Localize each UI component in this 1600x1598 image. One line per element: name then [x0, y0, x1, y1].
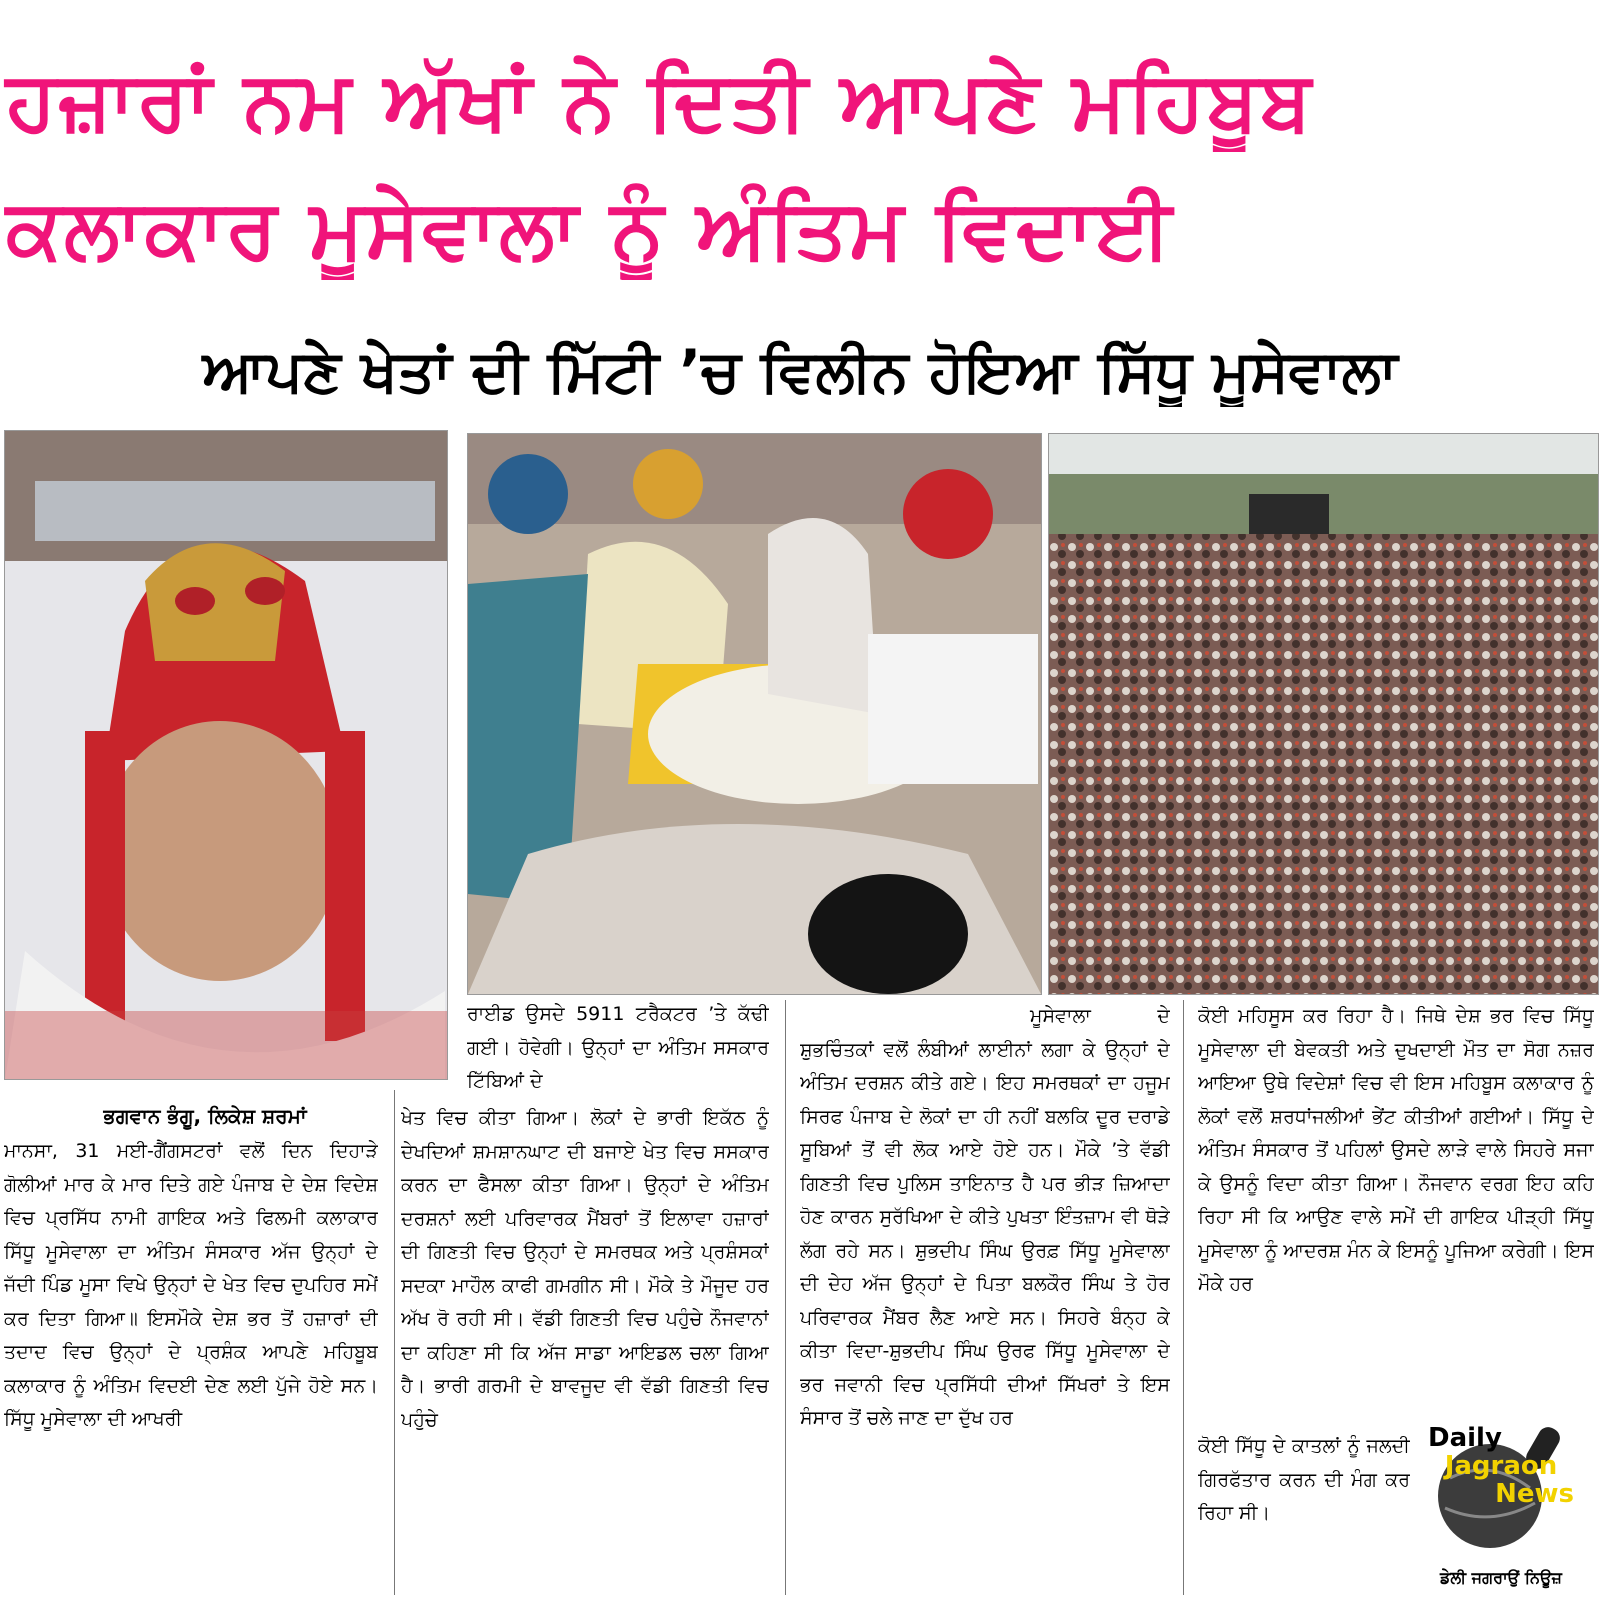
- article-text: ਮੂਸੇਵਾਲਾ ਦੇ ਸ਼ੁਭਚਿੰਤਕਾਂ ਵਲੋਂ ਲੰਬੀਆਂ ਲਾਈਨਾਂ ਲਗਾ ਕੇ ਉਨ੍ਹਾਂ ਦੇ ਅੰਤਿਮ ਦਰਸ਼ਨ ਕੀਤੇ ਗਏ। ਇਹ ਸਮਰਥਕਾਂ ਦਾ ਹਜੂਮ ਸਿਰਫ ਪੰਜਾਬ ਦੇ ਲੋਕਾਂ ਦਾ ਹੀ ਨਹੀਂ ਬਲਕਿ ਦੂਰ ਦਰਾਡੇ ਸੂਬਿਆਂ ਤੋਂ ਵੀ ਲੋਕ ਆਏ ਹੋਏ ਹਨ। ਮੌਕੇ ’ਤੇ ਵੱਡੀ ਗਿਣਤੀ ਵਿਚ ਪੁਲਿਸ ਤਾਇਨਾਤ ਹੈ ਪਰ ਭੀੜ ਜ਼ਿਆਦਾ ਹੋਣ ਕਾਰਨ ਸੁਰੱਖਿਆ ਦੇ ਕੀਤੇ ਪੁਖਤਾ ਇੰਤਜ਼ਾਮ ਵੀ ਥੋੜੇ ਲੱਗ ਰਹੇ ਸਨ। ਸ਼ੁਭਦੀਪ ਸਿੰਘ ਉਰਫ਼ ਸਿੱਧੂ ਮੂਸੇਵਾਲਾ ਦੀ ਦੇਹ ਅੱਜ ਉਨ੍ਹਾਂ ਦੇ ਪਿਤਾ ਬਲਕੌਰ ਸਿੰਘ ਤੇ ਹੋਰ ਪਰਿਵਾਰਕ ਮੈਂਬਰ ਲੈਣ ਆਏ ਸਨ। ਸਿਹਰੇ ਬੰਨ੍ਹ ਕੇ ਕੀਤਾ ਵਿਦਾ-ਸ਼ੁਭਦੀਪ ਸਿੰਘ ਉਰਫ ਸਿੱਧੂ ਮੂਸੇਵਾਲਾ ਦੇ ਭਰ ਜਵਾਨੀ ਵਿਚ ਪ੍ਰਸਿੱਧੀ ਦੀਆਂ ਸਿੱਖਰਾਂ ਤੇ ਇਸ ਸੰਸਾਰ ਤੋਂ ਚਲੇ ਜਾਣ ਦਾ ਦੁੱਖ ਹਰ: [800, 1005, 1170, 1429]
- portrait-photo: [4, 430, 448, 1080]
- crowd-photo: [1048, 433, 1599, 995]
- article-text: ਕੋਈ ਮਹਿਸੂਸ ਕਰ ਰਿਹਾ ਹੈ। ਜਿਥੇ ਦੇਸ਼ ਭਰ ਵਿਚ ਸਿੱਧੂ ਮੂਸੇਵਾਲਾ ਦੀ ਬੇਵਕਤੀ ਅਤੇ ਦੁਖਦਾਈ ਮੌਤ ਦਾ ਸੋਗ ਨਜ਼ਰ ਆਇਆ ਉਥੇ ਵਿਦੇਸ਼ਾਂ ਵਿਚ ਵੀ ਇਸ ਮਹਿਬੂਸ ਕਲਾਕਾਰ ਨੂੰ ਲੋਕਾਂ ਵਲੋਂ ਸ਼ਰਧਾਂਜਲੀਆਂ ਭੇਂਟ ਕੀਤੀਆਂ ਗਈਆਂ। ਸਿੱਧੂ ਦੇ ਅੰਤਿਮ ਸੰਸਕਾਰ ਤੋਂ ਪਹਿਲਾਂ ਉਸਦੇ ਲਾੜੇ ਵਾਲੇ ਸਿਹਰੇ ਸਜਾ ਕੇ ਉਸਨੂੰ ਵਿਦਾ ਕੀਤਾ ਗਿਆ। ਨੌਜਵਾਨ ਵਰਗ ਇਹ ਕਹਿ ਰਿਹਾ ਸੀ ਕਿ ਆਉਣ ਵਾਲੇ ਸਮੇਂ ਦੀ ਗਾਇਕ ਪੀੜ੍ਹੀ ਸਿੱਧੂ ਮੂਸੇਵਾਲਾ ਨੂੰ ਆਦਰਸ਼ ਮੰਨ ਕੇ ਇਸਨੂੰ ਪੂਜਿਆ ਕਰੇਗੀ। ਇਸ ਮੌਕੇ ਹਰ: [1198, 1005, 1594, 1295]
- article-column-2: [401, 1102, 769, 1595]
- article-column-4: [1198, 1000, 1594, 1420]
- article-column-1: [4, 1135, 378, 1595]
- article-column-3: [800, 1000, 1170, 1595]
- article-text: ਮਾਨਸਾ, 31 ਮਈ-ਗੈਂਗਸਟਰਾਂ ਵਲੋਂ ਦਿਨ ਦਿਹਾੜੇ ਗੋਲੀਆਂ ਮਾਰ ਕੇ ਮਾਰ ਦਿਤੇ ਗਏ ਪੰਜਾਬ ਦੇ ਦੇਸ਼ ਵਿਦੇਸ਼ ਵਿਚ ਪ੍ਰਸਿੱਧ ਨਾਮੀ ਗਾਇਕ ਅਤੇ ਫਿਲਮੀ ਕਲਾਕਾਰ ਸਿੱਧੂ ਮੂਸੇਵਾਲਾ ਦਾ ਅੰਤਿਮ ਸੰਸਕਾਰ ਅੱਜ ਉਨ੍ਹਾਂ ਦੇ ਜੱਦੀ ਪਿੰਡ ਮੂਸਾ ਵਿਖੇ ਉਨ੍ਹਾਂ ਦੇ ਖੇਤ ਵਿਚ ਦੁਪਹਿਰ ਸਮੇਂ ਕਰ ਦਿਤਾ ਗਿਆ॥ ਇਸਮੌਕੇ ਦੇਸ਼ ਭਰ ਤੋਂ ਹਜ਼ਾਰਾਂ ਦੀ ਤਦਾਦ ਵਿਚ ਉਨ੍ਹਾਂ ਦੇ ਪ੍ਰਸ਼ੰਕ ਆਪਣੇ ਮਹਿਬੂਬ ਕਲਾਕਾਰ ਨੂੰ ਅੰਤਿਮ ਵਿਦਈ ਦੇਣ ਲਈ ਪੁੱਜੇ ਹੋਏ ਸਨ। ਸਿੱਧੂ ਮੂਸੇਵਾਲਾ ਦੀ ਆਖਰੀ: [4, 1140, 378, 1430]
- article-text: ਰਾਈਡ ਉਸਦੇ 5911 ਟਰੈਕਟਰ ’ਤੇ ਕੱਢੀ ਗਈ। ਹੋਵੇਗੀ। ਉਨ੍ਹਾਂ ਦਾ ਅੰਤਿਮ ਸਸਕਾਰ ਟਿੱਬਿਆਂ ਦੇ: [467, 1003, 769, 1092]
- subheadline: ਆਪਣੇ ਖੇਤਾਂ ਦੀ ਮਿੱਟੀ ’ਚ ਵਿਲੀਨ ਹੋਇਆ ਸਿੱਧੂ ਮੂਸੇਵਾਲਾ: [202, 337, 1398, 405]
- logo-word-1: Daily: [1428, 1423, 1502, 1453]
- logo-caption: ਡੇਲੀ ਜਗਰਾਉਂ ਨਿਊਜ਼: [1440, 1568, 1562, 1587]
- article-column-2-top: [467, 998, 769, 1100]
- family-mourning-photo: [467, 433, 1042, 995]
- column-divider: [394, 1090, 395, 1595]
- logo-word-2: Jagraon: [1444, 1451, 1558, 1481]
- headline-line-2: ਕਲਾਕਾਰ ਮੂਸੇਵਾਲਾ ਨੂੰ ਅੰਤਿਮ ਵਿਦਾਈ: [6, 182, 1174, 277]
- article-column-4-bottom: [1198, 1430, 1410, 1595]
- article-text: ਕੋਈ ਸਿੱਧੂ ਦੇ ਕਾਤਲਾਂ ਨੂੰ ਜਲਦੀ ਗਿਰਫੱਤਾਰ ਕਰਨ ਦੀ ਮੰਗ ਕਰ ਰਿਹਾ ਸੀ।: [1198, 1435, 1410, 1524]
- daily-jagraon-news-logo: [1420, 1418, 1582, 1594]
- column-divider: [785, 1000, 786, 1595]
- column-divider: [1183, 1000, 1184, 1595]
- headline-line-1: ਹਜ਼ਾਰਾਂ ਨਮ ਅੱਖਾਂ ਨੇ ਦਿਤੀ ਆਪਣੇ ਮਹਿਬੂਬ: [6, 54, 1314, 149]
- logo-word-3: News: [1495, 1479, 1574, 1509]
- byline: ਭਗਵਾਨ ਭੰਗੂ, ਲਿਕੇਸ਼ ਸ਼ਰਮਾਂ: [103, 1104, 307, 1128]
- article-text: ਖੇਤ ਵਿਚ ਕੀਤਾ ਗਿਆ। ਲੋਕਾਂ ਦੇ ਭਾਰੀ ਇਕੱਠ ਨੂੰ ਦੇਖਦਿਆਂ ਸ਼ਮਸ਼ਾਨਘਾਟ ਦੀ ਬਜਾਏ ਖੇਤ ਵਿਚ ਸਸਕਾਰ ਕਰਨ ਦਾ ਫੈਸਲਾ ਕੀਤਾ ਗਿਆ। ਉਨ੍ਹਾਂ ਦੇ ਅੰਤਿਮ ਦਰਸ਼ਨਾਂ ਲਈ ਪਰਿਵਾਰਕ ਮੈਂਬਰਾਂ ਤੋਂ ਇਲਾਵਾ ਹਜ਼ਾਰਾਂ ਦੀ ਗਿਣਤੀ ਵਿਚ ਉਨ੍ਹਾਂ ਦੇ ਸਮਰਥਕ ਅਤੇ ਪ੍ਰਸ਼ੰਸਕਾਂ ਸਦਕਾ ਮਾਹੌਲ ਕਾਫੀ ਗਮਗੀਨ ਸੀ। ਮੌਕੇ ਤੇ ਮੌਜੂਦ ਹਰ ਅੱਖ ਰੋ ਰਹੀ ਸੀ। ਵੱਡੀ ਗਿਣਤੀ ਵਿਚ ਪਹੁੰਚੇ ਨੌਜਵਾਨਾਂ ਦਾ ਕਹਿਣਾ ਸੀ ਕਿ ਅੱਜ ਸਾਡਾ ਆਇਡਲ ਚਲਾ ਗਿਆ ਹੈ। ਭਾਰੀ ਗਰਮੀ ਦੇ ਬਾਵਜੂਦ ਵੀ ਵੱਡੀ ਗਿਣਤੀ ਵਿਚ ਪਹੁੰਚੇ: [401, 1107, 769, 1431]
